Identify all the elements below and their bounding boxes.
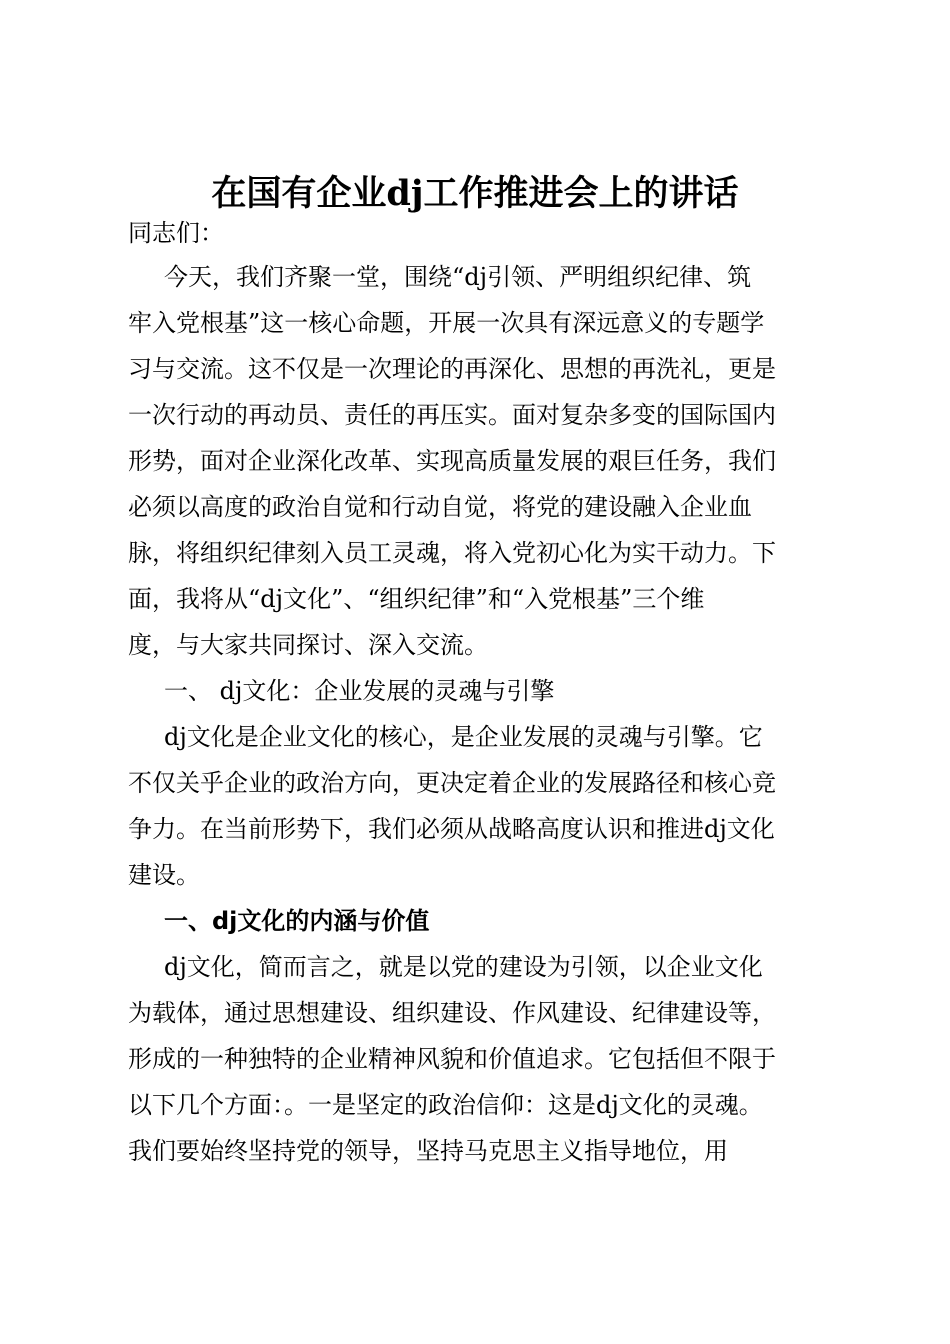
paragraph-line: 我们要始终坚持党的领导，坚持马克思主义指导地位，用 <box>128 1137 728 1165</box>
paragraph-line: dj文化是企业文化的核心，是企业发展的灵魂与引擎。它 <box>164 723 763 751</box>
paragraph-line: 脉，将组织纪律刻入员工灵魂，将入党初心化为实干动力。下 <box>128 539 776 567</box>
subsection-heading: 一、dj文化的内涵与价值 <box>164 907 430 935</box>
paragraph-line: 一次行动的再动员、责任的再压实。面对复杂多变的国际国内 <box>128 401 776 429</box>
paragraph-line: 形成的一种独特的企业精神风貌和价值追求。它包括但不限于 <box>128 1045 776 1073</box>
paragraph-line: dj文化，简而言之，就是以党的建设为引领，以企业文化 <box>164 953 763 981</box>
paragraph-line: 形势，面对企业深化改革、实现高质量发展的艰巨任务，我们 <box>128 447 776 475</box>
paragraph-line: 争力。在当前形势下，我们必须从战略高度认识和推进dj文化 <box>128 815 775 843</box>
paragraph-line: 牢入党根基”这一核心命题，开展一次具有深远意义的专题学 <box>128 309 765 337</box>
paragraph-line: 习与交流。这不仅是一次理论的再深化、思想的再洗礼，更是 <box>128 355 776 383</box>
paragraph-line: 度，与大家共同探讨、深入交流。 <box>128 631 488 659</box>
paragraph-line: 建设。 <box>128 861 200 889</box>
paragraph-line: 必须以高度的政治自觉和行动自觉，将党的建设融入企业血 <box>128 493 752 521</box>
paragraph-line: 以下几个方面：。一是坚定的政治信仰：这是dj文化的灵魂。 <box>128 1091 763 1119</box>
document-title: 在国有企业dj工作推进会上的讲话 <box>211 173 739 214</box>
paragraph-line: 面，我将从“dj文化”、“组织纪律”和“入党根基”三个维 <box>128 585 705 613</box>
salutation-line: 同志们： <box>128 219 224 247</box>
section-heading: 一、 dj文化：企业发展的灵魂与引擎 <box>164 677 555 705</box>
paragraph-line: 今天，我们齐聚一堂，围绕“dj引领、严明组织纪律、筑 <box>164 263 752 291</box>
paragraph-line: 为载体，通过思想建设、组织建设、作风建设、纪律建设等， <box>128 999 776 1027</box>
paragraph-line: 不仅关乎企业的政治方向，更决定着企业的发展路径和核心竞 <box>128 769 776 797</box>
